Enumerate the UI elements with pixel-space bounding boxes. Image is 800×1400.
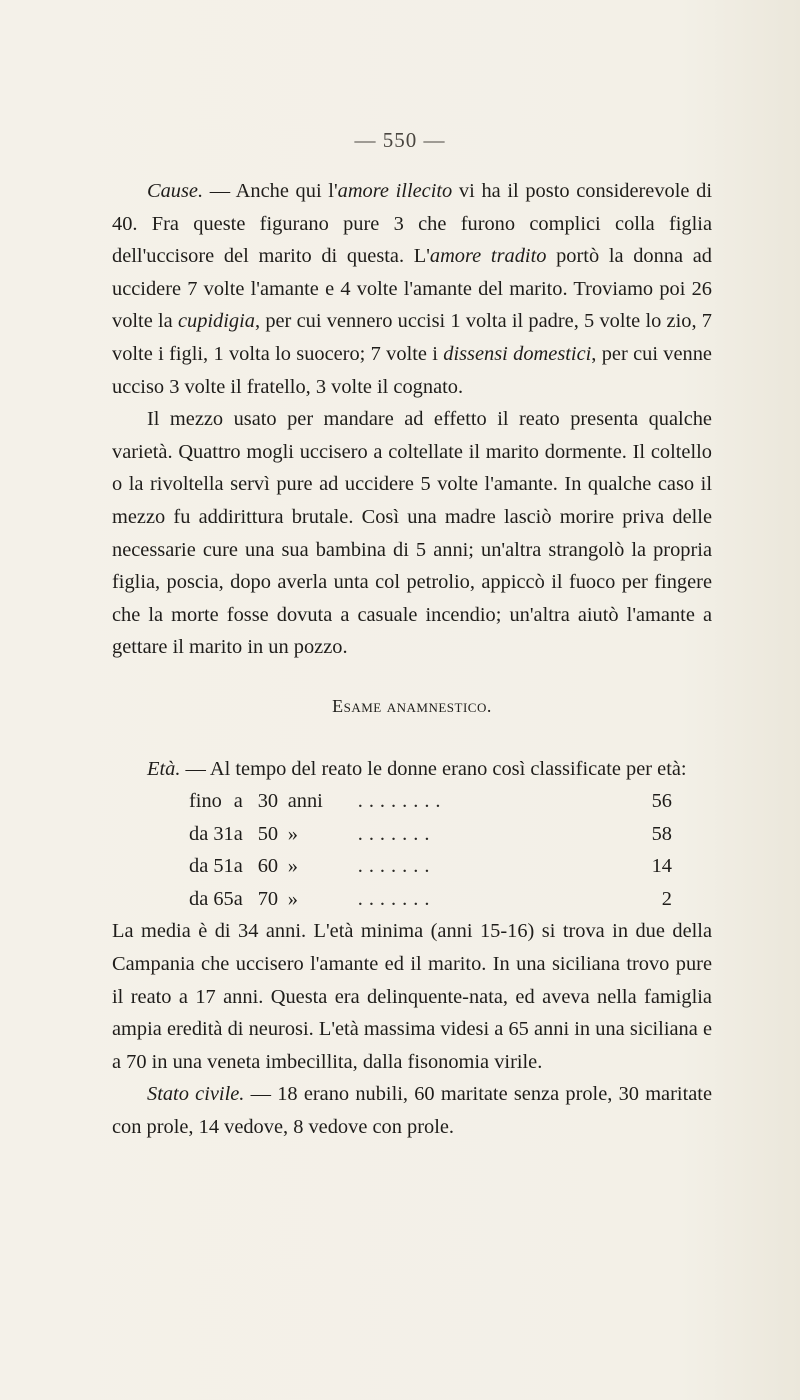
age-from: da 51: [189, 855, 234, 878]
emphasis-term: amore illecito: [337, 180, 453, 202]
table-row: [189, 850, 672, 883]
age-from: da 31: [189, 822, 234, 845]
emphasis-term: dissensi domestici: [443, 342, 592, 365]
age-unit: »: [287, 822, 298, 845]
age-to: 50: [257, 822, 279, 845]
paragraph-age-intro: [112, 753, 712, 786]
age-unit: »: [287, 887, 298, 910]
table-row: [189, 785, 672, 818]
section-label-cause: Cause.: [147, 180, 204, 202]
text-run: vi ha il posto considerevole di 40. Fra queste figurano pure 3 che furono complici colla figlia dell'uccisore del marito di questa. L': [112, 180, 712, 268]
table-row: [189, 883, 672, 916]
age-to: 70: [257, 887, 279, 910]
age-unit: »: [287, 855, 298, 878]
section-heading: Esame anamnestico.: [332, 695, 492, 716]
age-count: 56: [651, 790, 672, 813]
text-run: portò la donna ad uccidere 7 volte l'amante e 4 volte l'amante del marito. Troviamo poi 26 volte la: [112, 245, 712, 333]
age-a: a: [233, 887, 243, 910]
paragraph-age-details: La media è di 34 anni. L'età minima (anni 15-16) si trova in due della Campania che uccisero l'amante ed il marito. In una siciliana trovo pure il reato a 17 anni. Questa era delinquente-nata, ed aveva nella famiglia ampia eredità di neurosi. L'età massima videsi a 65 anni in una siciliana e a 70 in una veneta imbecillita, dalla fisonomia virile.: [112, 920, 712, 1073]
text-run: — 18 erano nubili, 60 maritate senza prole, 30 maritate con prole, 14 vedove, 8 vedove con prole.: [112, 1083, 712, 1139]
text-run: — Anche qui l': [203, 180, 338, 202]
page-body: [112, 175, 712, 1144]
age-table: [189, 785, 672, 915]
section-label-civil: Stato civile.: [147, 1083, 245, 1106]
age-count: 58: [651, 822, 672, 845]
leader-dots: .......: [357, 822, 436, 845]
age-to: 60: [257, 855, 279, 878]
section-label-age: Età.: [147, 757, 181, 780]
leader-dots: .......: [357, 855, 436, 878]
paragraph-means: Il mezzo usato per mandare ad effetto il reato presenta qualche varietà. Quattro mogli uccisero a coltellate il marito dormente. Il coltello o la rivoltella servì pure ad uccidere 5 volte l'amante. In qualche caso il mezzo fu addirittura brutale. Così una madre lasciò morire priva delle necessarie cure una sua bambina di 5 anni; un'altra strangolò la propria figlia, poscia, dopo averla unta col petrolio, appiccò il fuoco per fingere che la morte fosse dovuta a casuale incendio; un'altra aiutò l'amante a gettare il marito in un pozzo.: [112, 408, 712, 659]
age-a: a: [233, 855, 243, 878]
leader-dots: ........: [357, 790, 447, 813]
text-run: , per cui venne ucciso 3 volte il fratello, 3 volte il cognato.: [112, 342, 712, 398]
leader-dots: .......: [357, 887, 436, 910]
age-from: da 65: [189, 887, 234, 910]
table-row: [189, 818, 672, 851]
paragraph-causes: [112, 175, 712, 403]
age-a: a: [233, 822, 243, 845]
emphasis-term: cupidigia: [177, 310, 255, 333]
text-run: — Al tempo del reato le donne erano così classificate per età:: [180, 757, 687, 780]
text-run: , per cui vennero uccisi 1 volta il padre, 5 volte lo zio, 7 volte i figli, 1 volta lo suocero; 7 volte i: [112, 310, 712, 365]
age-a: a: [233, 790, 243, 813]
age-count: 2: [661, 887, 672, 910]
page-number: — 550 —: [354, 128, 446, 152]
paragraph-civil-status: [112, 1078, 712, 1143]
age-count: 14: [651, 855, 672, 878]
emphasis-term: amore tradito: [429, 245, 547, 268]
age-unit: anni: [287, 790, 323, 813]
age-to: 30: [257, 790, 279, 813]
age-from: fino: [189, 790, 222, 813]
